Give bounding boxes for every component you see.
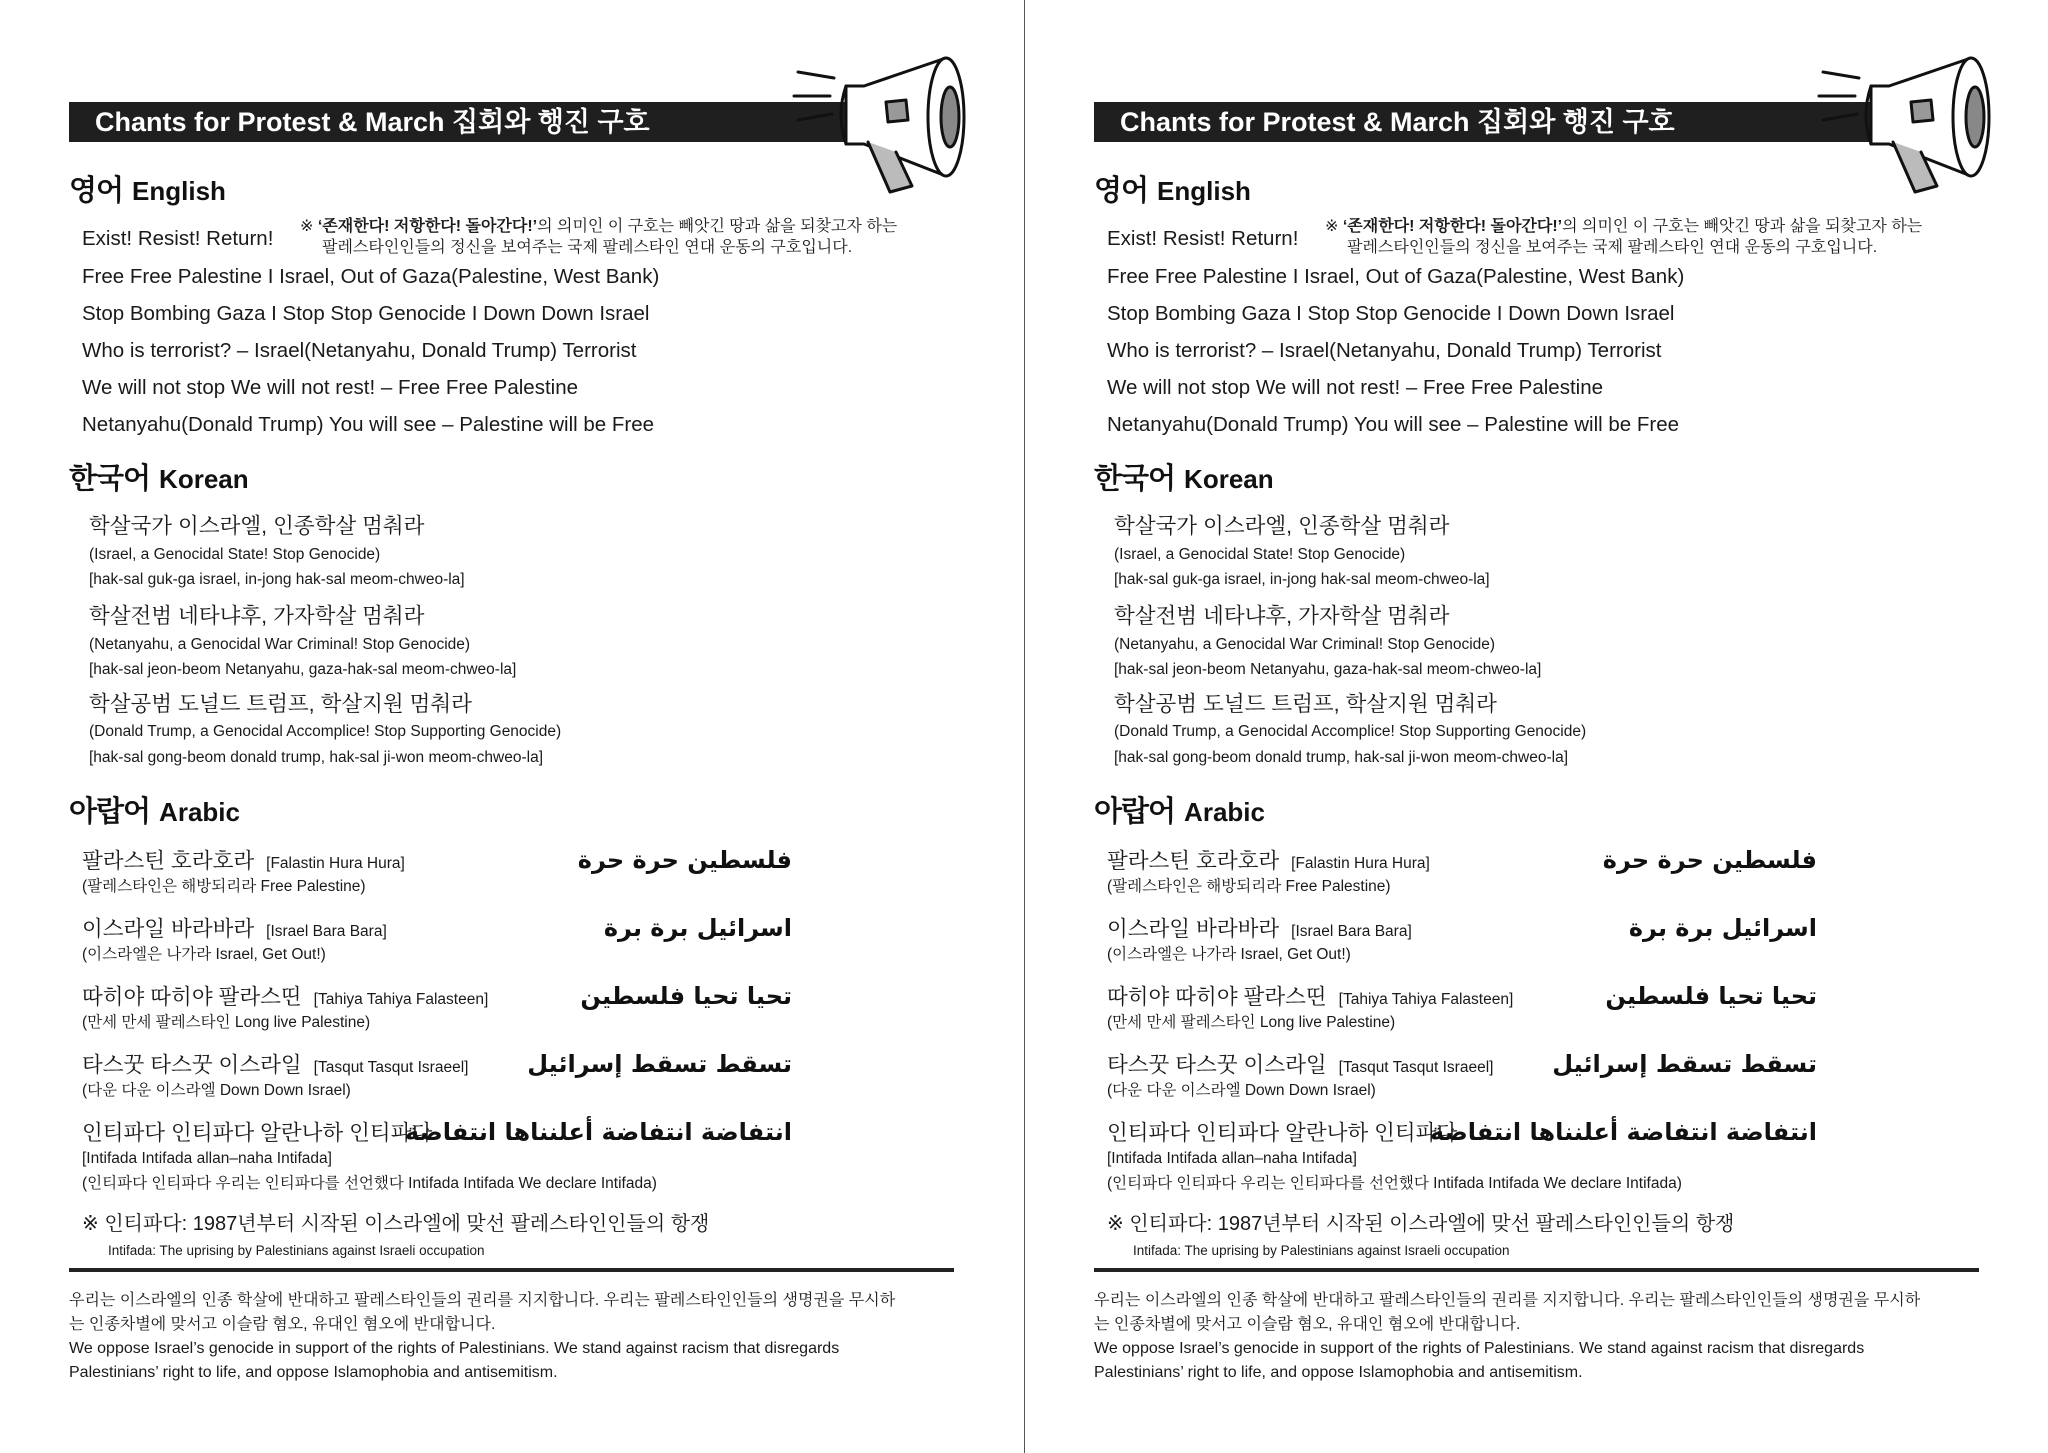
english-chant-line: We will not stop We will not rest! – Free Free Palestine — [82, 376, 578, 399]
korean-chant: 학살전범 네타냐후, 가자학살 멈춰라 — [1114, 604, 1450, 628]
arabic-text: انتفاضة انتفاضة أعلنناها انتفاضة — [405, 1118, 792, 1146]
english-chant-line: Stop Bombing Gaza I Stop Stop Genocide I Down Down Israel — [1107, 302, 1675, 325]
arabic-text: فلسطين حرة حرة — [1602, 846, 1817, 874]
section-heading-arabic: 아랍어 Arabic — [1094, 796, 1265, 828]
arabic-chant-translation: (다운 다운 이스라엘 Down Down Israel) — [1107, 1082, 1376, 1099]
arabic-text: اسرائيل برة برة — [603, 914, 792, 942]
section-heading-english: 영어 English — [69, 175, 226, 207]
korean-chant-romanization: [hak-sal jeon-beom Netanyahu, gaza-hak-sal meom-chweo-la] — [1114, 661, 1542, 678]
intifada-footnote: ※ 인티파다: 1987년부터 시작된 이스라엘에 맞선 팔레스타인인들의 항쟁 — [1107, 1213, 1735, 1235]
korean-chant-romanization: [hak-sal guk-ga israel, in-jong hak-sal meom-chweo-la] — [89, 571, 465, 588]
arabic-text: تحيا تحيا فلسطين — [1605, 982, 1817, 1010]
section-heading-korean: 한국어 Korean — [69, 463, 249, 495]
statement-paragraph: 우리는 이스라엘의 인종 학살에 반대하고 팔레스타인들의 권리를 지지합니다. 우리는 팔레스타인인들의 생명권을 무시하 는 인종차별에 맞서고 이슬람 혐오, 유대인 혐오에 반대합니다. We oppose Israel’s genocide in support of the rights of Palestinians. We stand against racism that disregards Palestinians’ right to life, and oppose Islamophobia and antisemitism. — [1094, 1292, 1921, 1381]
arabic-chant-translation: (인티파다 인티파다 우리는 인티파다를 선언했다 Intifada Intifada We declare Intifada) — [82, 1175, 657, 1192]
korean-chant-romanization: [hak-sal gong-beom donald trump, hak-sal ji-won meom-chweo-la] — [1114, 749, 1569, 766]
arabic-text: تسقط تسقط إسرائيل — [527, 1050, 792, 1078]
korean-chant-romanization: [hak-sal gong-beom donald trump, hak-sal ji-won meom-chweo-la] — [89, 749, 544, 766]
korean-chant-translation: (Netanyahu, a Genocidal War Criminal! Stop Genocide) — [89, 636, 471, 653]
megaphone-icon — [786, 56, 972, 196]
megaphone-icon — [1811, 56, 1997, 196]
arabic-text: تسقط تسقط إسرائيل — [1552, 1050, 1817, 1078]
arabic-chant: 타스꿋 타스꿋 이스라일 [Tasqut Tasqut Israeel] تسقط تسقط إسرائيل — [82, 1050, 792, 1080]
arabic-chant: 팔라스틴 호라호라 [Falastin Hura Hura] فلسطين حرة حرة — [82, 846, 792, 876]
korean-chant-romanization: [hak-sal jeon-beom Netanyahu, gaza-hak-sal meom-chweo-la] — [89, 661, 517, 678]
statement-paragraph: 우리는 이스라엘의 인종 학살에 반대하고 팔레스타인들의 권리를 지지합니다. 우리는 팔레스타인인들의 생명권을 무시하 는 인종차별에 맞서고 이슬람 혐오, 유대인 혐오에 반대합니다. We oppose Israel’s genocide in support of the rights of Palestinians. We stand against racism that disregards Palestinians’ right to life, and oppose Islamophobia and antisemitism. — [69, 1292, 896, 1381]
arabic-text: فلسطين حرة حرة — [577, 846, 792, 874]
korean-chant-translation: (Donald Trump, a Genocidal Accomplice! Stop Supporting Genocide) — [1114, 723, 1587, 740]
section-heading-arabic: 아랍어 Arabic — [69, 796, 240, 828]
arabic-chant-translation: (인티파다 인티파다 우리는 인티파다를 선언했다 Intifada Intifada We declare Intifada) — [1107, 1175, 1682, 1192]
intifada-footnote-english: Intifada: The uprising by Palestinians against Israeli occupation — [1133, 1243, 1510, 1258]
arabic-chant-translation: (팔레스타인은 해방되리라 Free Palestine) — [82, 878, 366, 895]
arabic-chant-translation: (이스라엘은 나가라 Israel, Get Out!) — [82, 946, 326, 963]
english-chant-line: Exist! Resist! Return! — [82, 227, 274, 250]
arabic-chant: 인티파다 인티파다 알란나하 인티파다 انتفاضة انتفاضة أعلنناها انتفاضة — [1107, 1118, 1817, 1148]
arabic-text: انتفاضة انتفاضة أعلنناها انتفاضة — [1430, 1118, 1817, 1146]
arabic-chant-translation: (이스라엘은 나가라 Israel, Get Out!) — [1107, 946, 1351, 963]
intifada-footnote: ※ 인티파다: 1987년부터 시작된 이스라엘에 맞선 팔레스타인인들의 항쟁 — [82, 1213, 710, 1235]
english-chant-line: Free Free Palestine I Israel, Out of Gaza(Palestine, West Bank) — [1107, 265, 1685, 288]
english-chant-line: Who is terrorist? – Israel(Netanyahu, Donald Trump) Terrorist — [82, 339, 637, 362]
english-note: ※ ‘존재한다! 저항한다! 돌아간다!’의 의미인 이 구호는 빼앗긴 땅과 삶을 되찾고자 하는 팔레스타인인들의 정신을 보여주는 국제 팔레스타인 연대 운동의 구호입니다. — [1325, 218, 1923, 256]
english-chant-line: Free Free Palestine I Israel, Out of Gaza(Palestine, West Bank) — [82, 265, 660, 288]
arabic-chant-translation: (만세 만세 팔레스타인 Long live Palestine) — [82, 1014, 371, 1031]
section-heading-korean: 한국어 Korean — [1094, 463, 1274, 495]
english-chant-line: Netanyahu(Donald Trump) You will see – Palestine will be Free — [82, 413, 655, 436]
korean-chant-translation: (Donald Trump, a Genocidal Accomplice! Stop Supporting Genocide) — [89, 723, 562, 740]
divider-rule — [1094, 1268, 1979, 1272]
intifada-footnote-english: Intifada: The uprising by Palestinians against Israeli occupation — [108, 1243, 485, 1258]
page-title: Chants for Protest & March 집회와 행진 구호 — [1094, 102, 1879, 142]
english-chant-line: Who is terrorist? – Israel(Netanyahu, Donald Trump) Terrorist — [1107, 339, 1662, 362]
arabic-chant-romanization: [Intifada Intifada allan–naha Intifada] — [82, 1150, 332, 1167]
korean-chant-translation: (Netanyahu, a Genocidal War Criminal! Stop Genocide) — [1114, 636, 1496, 653]
korean-chant-romanization: [hak-sal guk-ga israel, in-jong hak-sal meom-chweo-la] — [1114, 571, 1490, 588]
page-title: Chants for Protest & March 집회와 행진 구호 — [69, 102, 854, 142]
arabic-chant-translation: (만세 만세 팔레스타인 Long live Palestine) — [1107, 1014, 1396, 1031]
section-heading-english: 영어 English — [1094, 175, 1251, 207]
arabic-chant: 따히야 따히야 팔라스띤 [Tahiya Tahiya Falasteen] تحيا تحيا فلسطين — [1107, 982, 1817, 1012]
arabic-chant: 타스꿋 타스꿋 이스라일 [Tasqut Tasqut Israeel] تسقط تسقط إسرائيل — [1107, 1050, 1817, 1080]
korean-chant-translation: (Israel, a Genocidal State! Stop Genocide) — [89, 546, 381, 563]
korean-chant: 학살전범 네타냐후, 가자학살 멈춰라 — [89, 604, 425, 628]
leaflet-content — [1025, 0, 2048, 1453]
english-chant-line: We will not stop We will not rest! – Free Free Palestine — [1107, 376, 1603, 399]
english-note: ※ ‘존재한다! 저항한다! 돌아간다!’의 의미인 이 구호는 빼앗긴 땅과 삶을 되찾고자 하는 팔레스타인인들의 정신을 보여주는 국제 팔레스타인 연대 운동의 구호입니다. — [300, 218, 898, 256]
arabic-text: اسرائيل برة برة — [1628, 914, 1817, 942]
english-chant-line: Exist! Resist! Return! — [1107, 227, 1299, 250]
korean-chant: 학살국가 이스라엘, 인종학살 멈춰라 — [89, 514, 425, 538]
korean-chant-translation: (Israel, a Genocidal State! Stop Genocide) — [1114, 546, 1406, 563]
arabic-chant-translation: (팔레스타인은 해방되리라 Free Palestine) — [1107, 878, 1391, 895]
arabic-chant: 팔라스틴 호라호라 [Falastin Hura Hura] فلسطين حرة حرة — [1107, 846, 1817, 876]
arabic-chant-translation: (다운 다운 이스라엘 Down Down Israel) — [82, 1082, 351, 1099]
korean-chant: 학살공범 도널드 트럼프, 학살지원 멈춰라 — [1114, 692, 1497, 716]
leaflet-page-right — [1025, 0, 2048, 1453]
english-chant-line: Stop Bombing Gaza I Stop Stop Genocide I Down Down Israel — [82, 302, 650, 325]
korean-chant: 학살국가 이스라엘, 인종학살 멈춰라 — [1114, 514, 1450, 538]
arabic-chant: 이스라일 바라바라 [Israel Bara Bara] اسرائيل برة برة — [82, 914, 792, 944]
arabic-chant: 따히야 따히야 팔라스띤 [Tahiya Tahiya Falasteen] تحيا تحيا فلسطين — [82, 982, 792, 1012]
arabic-chant-romanization: [Intifada Intifada allan–naha Intifada] — [1107, 1150, 1357, 1167]
divider-rule — [69, 1268, 954, 1272]
arabic-text: تحيا تحيا فلسطين — [580, 982, 792, 1010]
arabic-chant: 인티파다 인티파다 알란나하 인티파다 انتفاضة انتفاضة أعلنناها انتفاضة — [82, 1118, 792, 1148]
english-chant-line: Netanyahu(Donald Trump) You will see – Palestine will be Free — [1107, 413, 1680, 436]
korean-chant: 학살공범 도널드 트럼프, 학살지원 멈춰라 — [89, 692, 472, 716]
arabic-chant: 이스라일 바라바라 [Israel Bara Bara] اسرائيل برة برة — [1107, 914, 1817, 944]
